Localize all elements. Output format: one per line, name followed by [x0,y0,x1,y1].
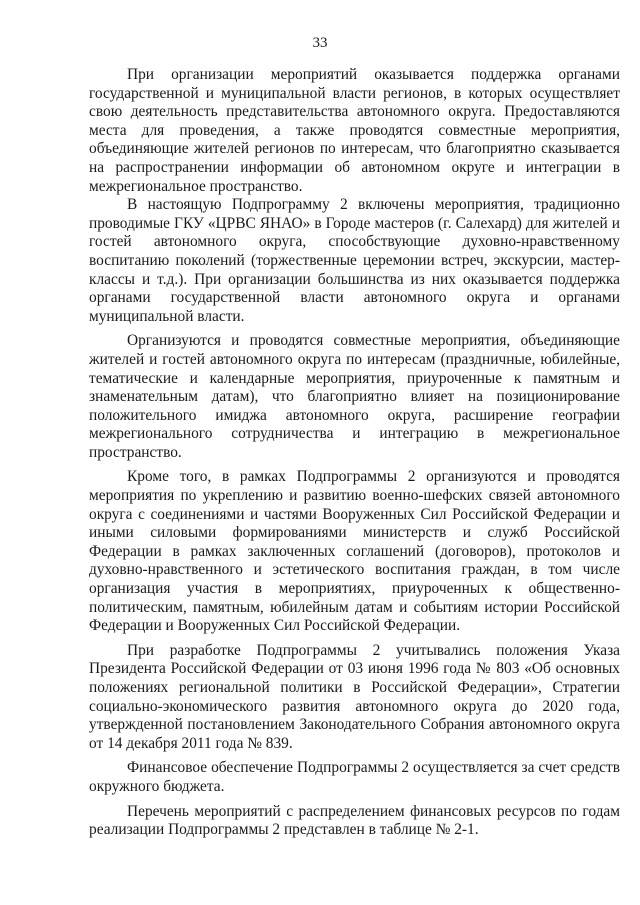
page-number: 33 [312,35,328,51]
paragraph-legal-basis: При разработке Подпрограммы 2 учитывались положения Указа Президента Российской Федерации от 03 июня 1996 года № 803 «Об основных положениях региональной политики в Российской Федерации», Стратегии социально-экономического развития автономного округа до 2020 года, утвержденной постановлением Законодательного Собрания автономного округа от 14 декабря 2011 года № 839. [89,641,620,752]
paragraph-joint-events: Организуются и проводятся совместные мероприятия, объединяющие жителей и гостей автономного округа по интересам (праздничные, юбилейные, тематические и календарные мероприятия, приуроченные к памятным и знаменательным датам), что благоприятно влияет на позиционирование положительного имиджа автономного округа, расширение географии межрегионального сотрудничества и интеграцию в межрегиональное пространство. [89,332,620,461]
paragraph-city-of-masters: В настоящую Подпрограмму 2 включены мероприятия, традиционно проводимые ГКУ «ЦРВС ЯНАО» в Городе мастеров (г. Салехард) для жителей и гостей автономного округа, способствующие духовно-нравственному воспитанию поколений (торжественные церемонии встреч, экскурсии, мастер-классы и т.д.). При организации большинства из них оказывается поддержка органами государственной власти автономного округа и органами муниципальной власти. [89,196,620,325]
paragraph-activities-table-reference: Перечень мероприятий с распределением финансовых ресурсов по годам реализации Подпрограммы 2 представлен в таблице № 2-1. [89,802,620,839]
paragraph-financing: Финансовое обеспечение Подпрограммы 2 осуществляется за счет средств окружного бюджета. [89,759,620,795]
body-text [89,66,620,840]
paragraph-military-patronage: Кроме того, в рамках Подпрограммы 2 организуются и проводятся мероприятия по укреплению и развитию военно-шефских связей автономного округа с соединениями и частями Вооруженных Сил Российской Федерации и иными силовыми формированиями министерств и служб Российской Федерации в рамках заключенных соглашений (договоров), протоколов и духовно-нравственного и эстетического воспитания граждан, в том числе организация участия в мероприятиях, приуроченных к общественно-политическим, памятным, юбилейным датам и событиям истории Российской Федерации и Вооруженных Сил Российской Федерации. [89,468,620,635]
paragraph-regional-support: При организации мероприятий оказывается поддержка органами государственной и муниципальной власти регионов, в которых осуществляет свою деятельность представительства автономного округа. Предоставляются места для проведения, а также проводятся совместные мероприятия, объединяющие жителей регионов по интересам, что благоприятно сказывается на распространении информации об автономном округе и интеграции в межрегиональное пространство. [89,66,620,195]
